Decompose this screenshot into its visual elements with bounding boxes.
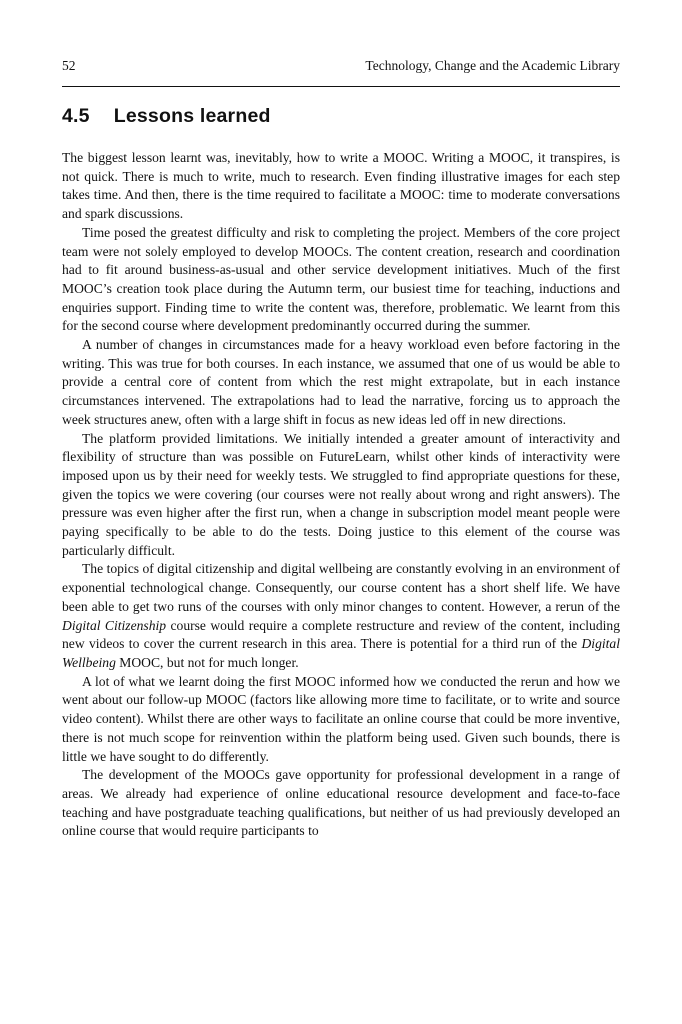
- paragraph: [62, 560, 620, 672]
- text-run: A number of changes in circumstances made for a heavy workload even before factoring in the writing. This was true for both courses. In each instance, we assumed that one of us would be able to provide a central core of content from which the rest might extrapolate, but in each instance circumstances intervened. The extrapolations had to lead the narrative, forcing us to approach the week structures anew, often with a large shift in focus as new ideas led off in new directions.: [62, 337, 620, 427]
- text-run: The topics of digital citizenship and digital wellbeing are constantly evolving in an environment of exponential technological change. Consequently, our course content has a short shelf life. We have been able to get two runs of the courses with only minor changes to content. However, a rerun of the: [62, 561, 620, 614]
- italic-course-title: Digital Wellbeing: [62, 636, 620, 670]
- section-title: Lessons learned: [113, 105, 271, 127]
- paragraph: [62, 766, 620, 841]
- text-run: A lot of what we learnt doing the first MOOC informed how we conducted the rerun and how we went about our follow-up MOOC (factors like allowing more time to facilitate, or to write and source video content). Whilst there are other ways to facilitate an online course that could be more inventive, there is not much scope for reinvention within the platform being used. Given such bounds, there is little we have sought to do differently.: [62, 673, 620, 764]
- text-run: MOOC, but not for much longer.: [115, 654, 299, 670]
- paragraph: [62, 224, 620, 336]
- paragraph: [62, 673, 620, 767]
- paragraph: [62, 336, 620, 430]
- text-run: course would require a complete restructure and review of the content, including new videos to cover the current research in this area. There is potential for a third run of the: [62, 617, 620, 652]
- text-run: The development of the MOOCs gave opportunity for professional development in a range of areas. We already had experience of online educational resource development and face-to-face teaching and have postgraduate teaching qualifications, but neither of us had previously developed an online course that would require participants to: [62, 767, 620, 839]
- page-number: 52: [62, 58, 76, 73]
- section-number: 4.5: [62, 105, 90, 127]
- body-text: [62, 149, 620, 841]
- page-header: [62, 58, 620, 86]
- section-heading: [62, 104, 620, 128]
- italic-course-title: Digital Citizenship: [62, 617, 167, 633]
- paragraph: [62, 149, 620, 224]
- text-run: Time posed the greatest difficulty and risk to completing the project. Members of the core project team were not solely employed to develop MOOCs. The content creation, research and coordination had to fit around business-as-usual and other service development initiatives. Much of the first MOOC’s creation took place during the Autumn term, our busiest time for teaching, inductions and enquiries support. Finding time to write the content was, therefore, problematic. We learnt from this for the second course where development predominantly occurred during the summer.: [62, 224, 620, 334]
- text-run: The platform provided limitations. We initially intended a greater amount of interactivity and flexibility of structure than was possible on FutureLearn, whilst other kinds of interactivity were imposed upon us by their need for weekly tests. We struggled to find appropriate questions for these, given the topics we were covering (our courses were not really about wrong and right answers). The pressure was even higher after the first run, when a change in subscription model meant people were paying specifically to be able to do the tests. Doing justice to this element of the course was particularly difficult.: [62, 430, 620, 558]
- running-title: Technology, Change and the Academic Library: [365, 58, 620, 73]
- text-run: The biggest lesson learnt was, inevitably, how to write a MOOC. Writing a MOOC, it transpires, is not quick. There is much to write, much to research. Even finding illustrative images for each step takes time. And then, there is the time required to facilitate a MOOC: time to moderate conversations and spark discussions.: [62, 150, 620, 222]
- header-rule: [62, 86, 620, 87]
- paragraph: [62, 430, 620, 561]
